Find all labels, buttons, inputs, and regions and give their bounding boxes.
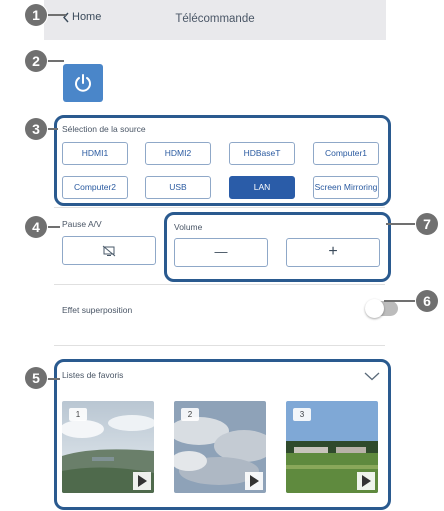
callout-7-line [386, 223, 420, 225]
divider [54, 207, 385, 208]
favorite-thumbnail-2[interactable] [174, 401, 266, 493]
favorite-number-badge: 1 [69, 408, 87, 421]
chevron-down-icon [364, 372, 380, 381]
favorite-number-badge: 2 [181, 408, 199, 421]
av-mute-icon [102, 245, 116, 257]
source-computer2-button[interactable]: Computer2 [62, 176, 128, 199]
pause-av-label: Pause A/V [62, 219, 102, 229]
callout-6: 6 [416, 290, 438, 312]
callout-3: 3 [25, 118, 47, 140]
play-icon [249, 475, 259, 487]
power-button[interactable] [63, 64, 103, 102]
power-icon [72, 72, 94, 94]
source-usb-button[interactable]: USB [145, 176, 211, 199]
divider [54, 284, 385, 285]
play-icon [361, 475, 371, 487]
source-hdbaset-button[interactable]: HDBaseT [229, 142, 295, 165]
favorite-number-badge: 3 [293, 408, 311, 421]
favorite-thumbnail-1[interactable] [62, 401, 154, 493]
overlay-effect-label: Effet superposition [62, 305, 133, 315]
source-hdmi2-button[interactable]: HDMI2 [145, 142, 211, 165]
volume-down-button[interactable]: — [174, 238, 268, 267]
favorite-thumbnail-3[interactable] [286, 401, 378, 493]
callout-1: 1 [25, 4, 47, 26]
callout-1-line [44, 14, 66, 16]
back-label: Home [72, 11, 102, 23]
play-button[interactable] [357, 472, 375, 490]
source-screen-mirroring-button[interactable]: Screen Mirroring [313, 176, 379, 199]
source-selection-label: Sélection de la source [62, 124, 146, 134]
play-button[interactable] [133, 472, 151, 490]
callout-5: 5 [25, 367, 47, 389]
callout-4: 4 [25, 216, 47, 238]
callout-6-line [384, 300, 418, 302]
source-computer1-button[interactable]: Computer1 [313, 142, 379, 165]
play-icon [137, 475, 147, 487]
page-title: Télécommande [175, 13, 255, 25]
callout-7: 7 [416, 213, 438, 235]
callout-2: 2 [25, 50, 47, 72]
volume-up-button[interactable]: + [286, 238, 380, 267]
divider [54, 345, 385, 346]
source-lan-button[interactable]: LAN [229, 176, 295, 199]
volume-label: Volume [174, 222, 203, 232]
pause-av-button[interactable] [62, 236, 156, 265]
callout-2-line [44, 60, 64, 62]
source-hdmi1-button[interactable]: HDMI1 [62, 142, 128, 165]
play-button[interactable] [245, 472, 263, 490]
favorites-label: Listes de favoris [62, 370, 124, 380]
favorites-expand-button[interactable] [364, 368, 380, 386]
overlay-effect-toggle-knob[interactable] [365, 299, 384, 318]
